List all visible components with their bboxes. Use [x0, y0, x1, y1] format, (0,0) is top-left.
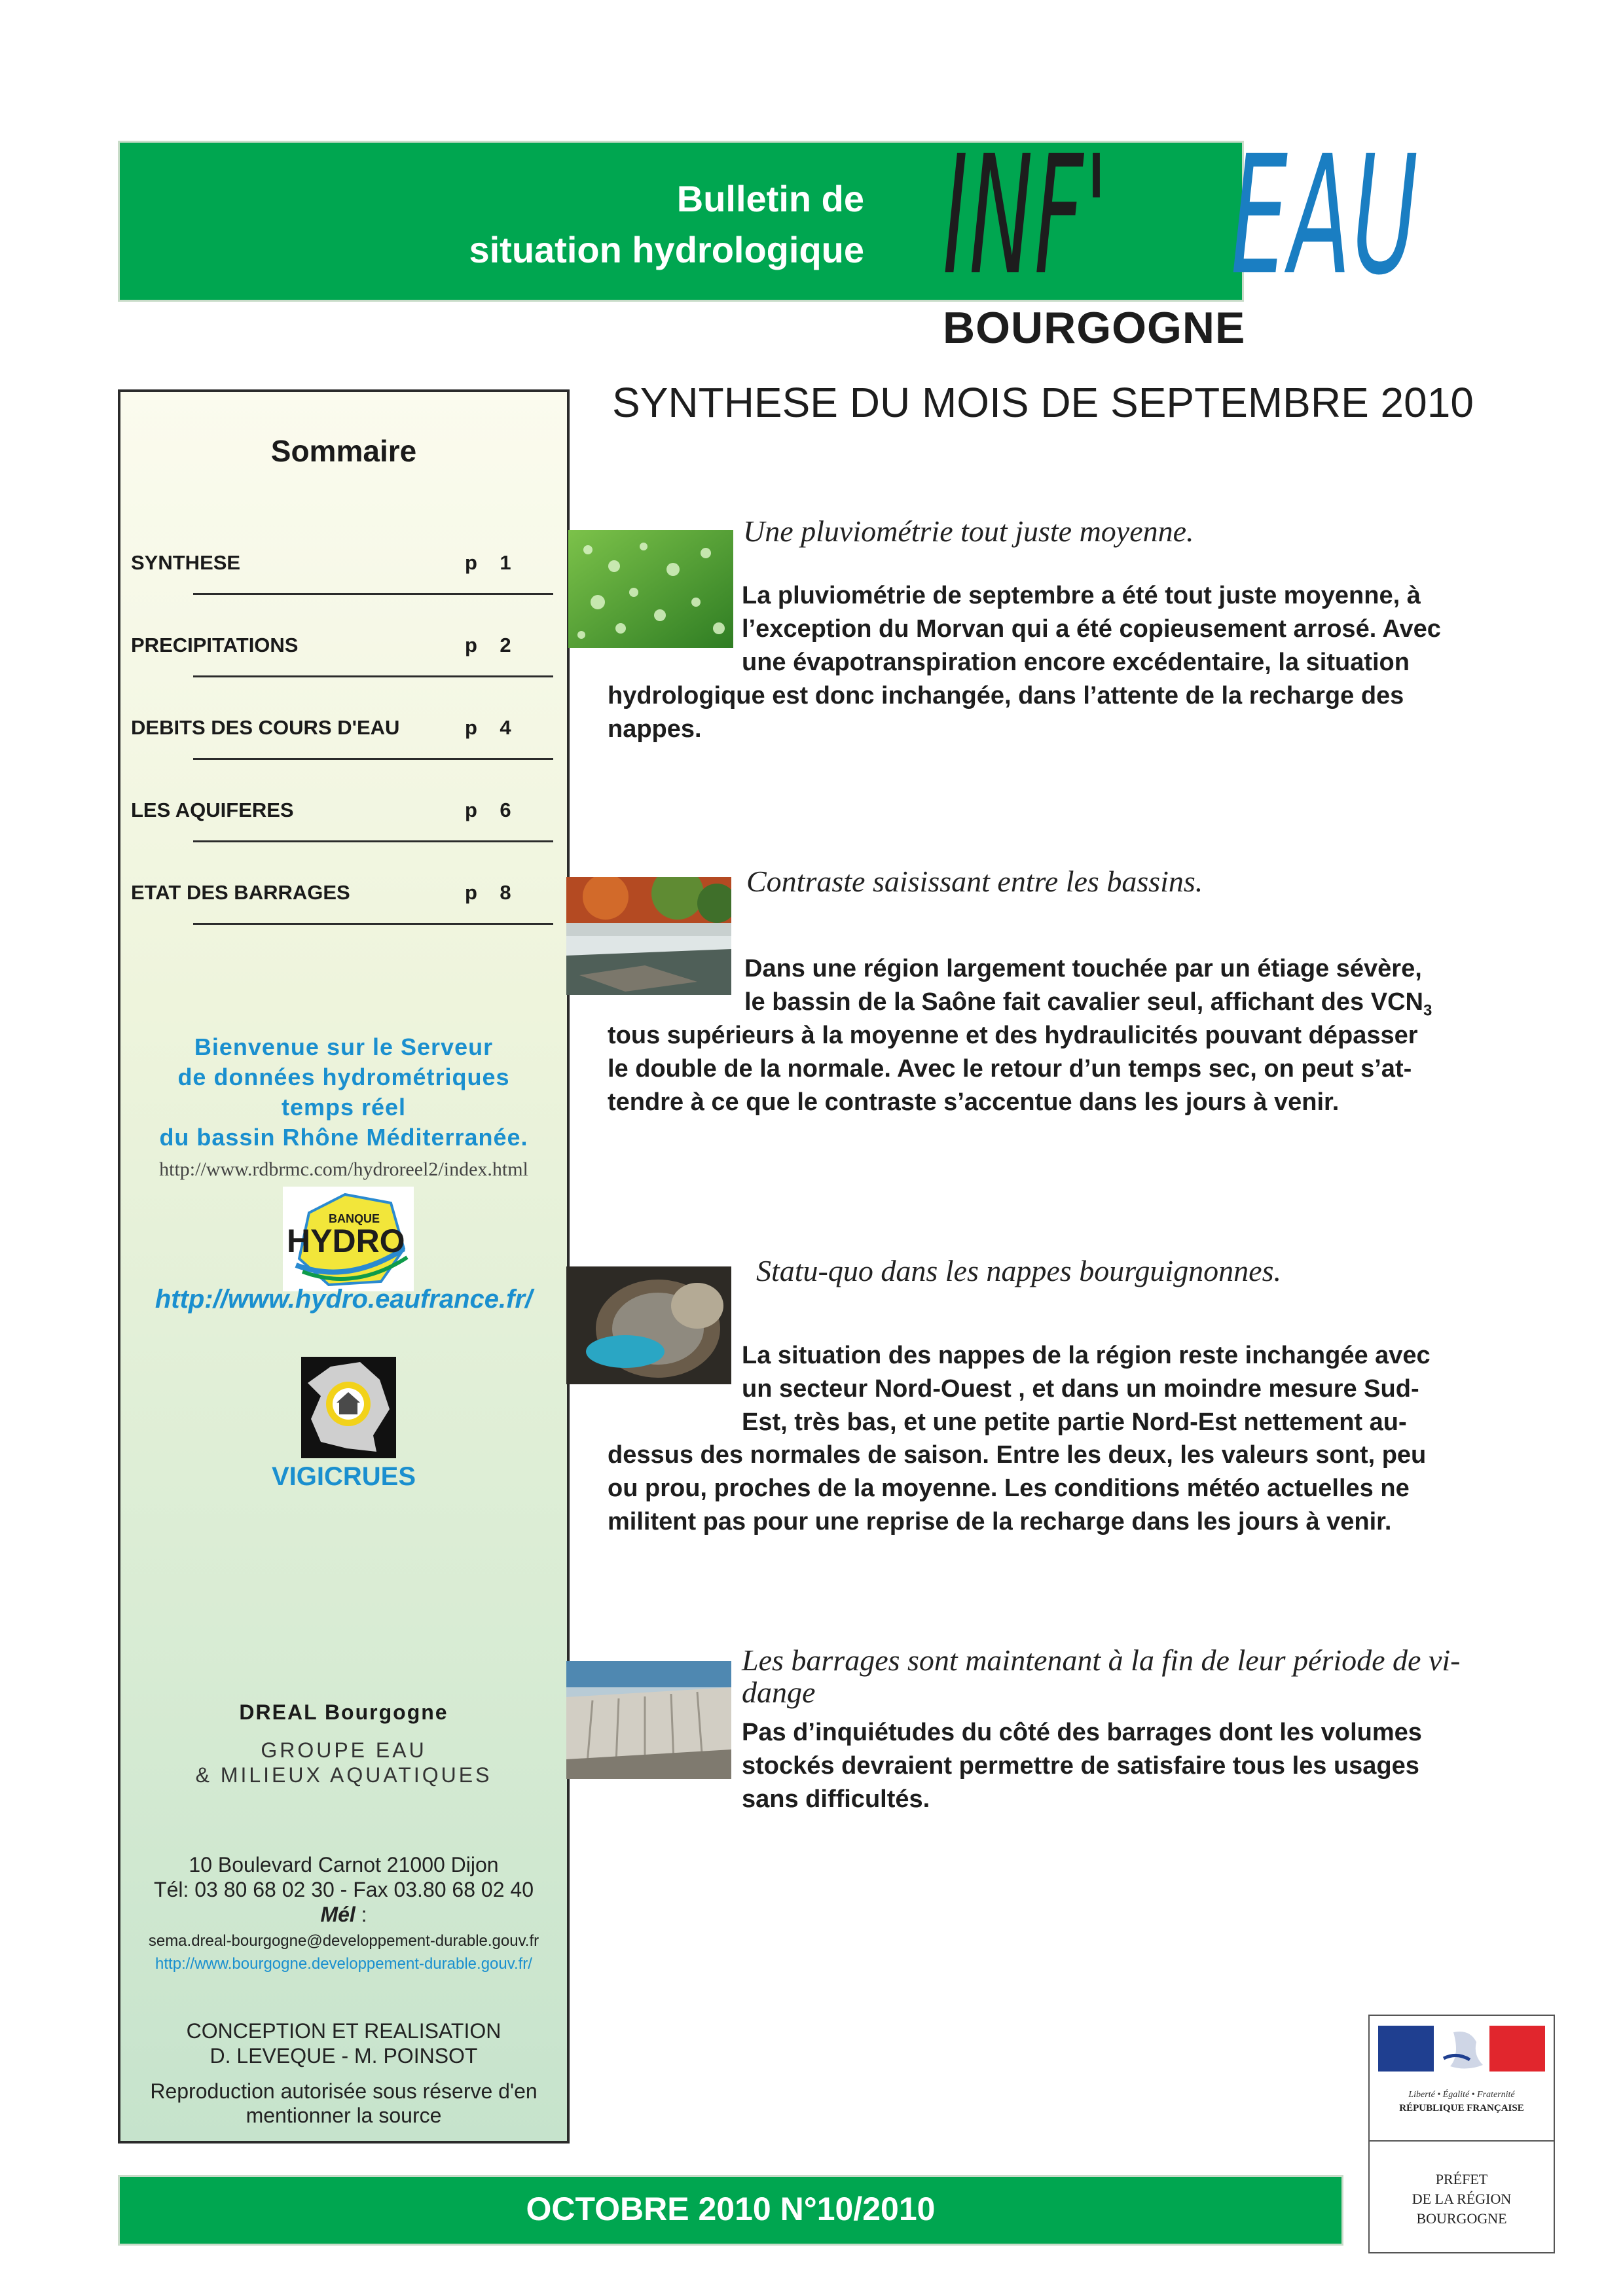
bulletin-title-line2: situation hydrologique [469, 229, 864, 270]
subscript-3: 3 [1423, 1001, 1432, 1020]
section-line: dessus des normales de saison. Entre les deux, les valeurs sont, peu [608, 1441, 1427, 1469]
section-text-nappes-full [608, 1439, 1426, 1539]
section-title-nappes: Statu-quo dans les nappes bourguignonnes. [756, 1254, 1281, 1287]
section-text-pluviometrie-indented [742, 579, 1441, 679]
credits-line: CONCEPTION ET REALISATION [186, 2019, 501, 2043]
section-title-line: dange [742, 1676, 816, 1709]
vigicrues-france-map-icon[interactable] [301, 1357, 396, 1458]
toc-item-page: p 6 [465, 798, 511, 821]
mail-colon: : [355, 1903, 367, 1926]
hydro-logo-small-text: BANQUE [329, 1212, 380, 1225]
toc-item-label: SYNTHESE [131, 551, 241, 574]
logo-region: BOURGOGNE [943, 303, 1246, 353]
vigicrues-link[interactable]: VIGICRUES [271, 1462, 416, 1491]
toc-item-label: DEBITS DES COURS D'EAU [131, 716, 400, 739]
cave-photo [566, 1266, 731, 1384]
prefecture-divider [1368, 2140, 1555, 2142]
repro-line: Reproduction autorisée sous réserve d'en [150, 2079, 538, 2103]
section-line: Est, très bas, et une petite partie Nord-Est nettement au- [742, 1408, 1407, 1436]
section-line: tendre à ce que le contraste s’accentue dans les jours à venir. [608, 1088, 1340, 1116]
section-title-contraste: Contraste saisissant entre les bassins. [746, 865, 1203, 898]
hydro-logo-big-text: HYDRO [287, 1223, 405, 1259]
toc-divider [193, 840, 553, 842]
prefet-line: PRÉFET [1435, 2171, 1488, 2187]
section-line: le bassin de la Saône fait cavalier seul, affichant des $VCN_3$ [744, 988, 1432, 1020]
section-title-line: Les barrages sont maintenant à la fin de leur période de vi- [742, 1643, 1461, 1677]
section-line: militent pas pour une reprise de la recharge dans les jours à venir. [608, 1508, 1392, 1535]
reproduction-note [118, 2079, 570, 2128]
section-line: tous supérieurs à la moyenne et des hydraulicités pouvant dépasser [608, 1022, 1418, 1049]
republic-motto: Liberté • Égalité • Fraternité [1408, 2090, 1515, 2100]
welcome-line: temps réel [281, 1094, 407, 1121]
address-line: 10 Boulevard Carnot 21000 Dijon [189, 1853, 499, 1876]
contact-address [118, 1852, 570, 1927]
welcome-line: de données hydrométriques [177, 1064, 510, 1090]
prefet-line: DE LA RÉGION [1412, 2191, 1512, 2207]
section-line: hydrologique est donc inchangée, dans l’attente de la recharge des [608, 682, 1404, 709]
section-title-barrages [742, 1643, 1461, 1710]
prefet-line: BOURGOGNE [1416, 2210, 1507, 2227]
toc-divider [193, 675, 553, 677]
section-line: Pas d’inquiétudes du côté des barrages dont les volumes [742, 1719, 1422, 1746]
section-text-pluviometrie-full [608, 679, 1404, 746]
bulletin-title [301, 173, 864, 276]
welcome-line: Bienvenue sur le Serveur [194, 1033, 494, 1060]
toc-item-label: LES AQUIFERES [131, 798, 294, 821]
dreal-group-line: & MILIEUX AQUATIQUES [195, 1763, 492, 1787]
dreal-website-link[interactable]: http://www.bourgogne.developpement-durable.gouv.fr/ [155, 1955, 532, 1973]
bulletin-title-line1: Bulletin de [676, 178, 864, 219]
toc-item-page: p 2 [465, 634, 511, 656]
toc-divider [193, 758, 553, 760]
section-line: nappes. [608, 715, 702, 743]
logo-inf: INF' [943, 120, 1110, 311]
marianne-logo-icon [1378, 2019, 1545, 2085]
repro-line: mentionner la source [246, 2104, 442, 2127]
toc-divider [193, 593, 553, 595]
toc-divider [193, 923, 553, 925]
email-link[interactable]: sema.dreal-bourgogne@developpement-durable.gouv.fr [148, 1932, 539, 1950]
issue-number: OCTOBRE 2010 N°10/2010 [526, 2191, 936, 2227]
section-line: La pluviométrie de septembre a été tout juste moyenne, à [742, 582, 1421, 609]
toc-item-page: p 8 [465, 881, 511, 904]
toc-item-label: ETAT DES BARRAGES [131, 881, 350, 904]
section-line: l’exception du Morvan qui a été copieusement arrosé. Avec [742, 615, 1441, 643]
rdbrmc-link[interactable]: http://www.rdbrmc.com/hydroreel2/index.html [159, 1158, 528, 1180]
republic-name: RÉPUBLIQUE FRANÇAISE [1399, 2103, 1524, 2113]
dreal-group-line: GROUPE EAU [261, 1738, 427, 1762]
hydro-logo-icon[interactable] [283, 1187, 414, 1291]
section-line: une évapotranspiration encore excédentaire, la situation [742, 649, 1410, 676]
sommaire-title: Sommaire [270, 434, 417, 468]
water-drops-photo [568, 530, 733, 648]
section-title-pluviometrie: Une pluviométrie tout juste moyenne. [743, 514, 1194, 548]
section-text-nappes-indented [742, 1339, 1431, 1439]
toc-item-page: p 4 [465, 716, 511, 739]
dreal-title: DREAL Bourgogne [239, 1700, 448, 1724]
mail-label-line [118, 1902, 570, 1927]
credits-line: D. LEVEQUE - M. POINSOT [210, 2044, 478, 2068]
section-line: un secteur Nord-Ouest , et dans un moindre mesure Sud- [742, 1375, 1419, 1403]
credits [118, 2018, 570, 2068]
section-line: stockés devraient permettre de satisfaire tous les usages [742, 1752, 1419, 1780]
toc-item-page: p 1 [465, 551, 511, 574]
toc-item-label: PRECIPITATIONS [131, 634, 299, 656]
hydro-link[interactable]: http://www.hydro.eaufrance.fr/ [155, 1285, 533, 1314]
section-text-contraste-full [608, 1019, 1418, 1119]
section-line: ou prou, proches de la moyenne. Les conditions météo actuelles ne [608, 1475, 1410, 1502]
section-line: le double de la normale. Avec le retour d’un temps sec, on peut s’at- [608, 1055, 1412, 1083]
welcome-message [118, 1032, 570, 1153]
section-line: Dans une région largement touchée par un étiage sévère, [744, 955, 1422, 982]
section-text-barrages [742, 1716, 1422, 1816]
page-title: SYNTHESE DU MOIS DE SEPTEMBRE 2010 [612, 379, 1474, 426]
section-text-contraste-indented [744, 952, 1432, 1028]
phone-fax-line: Tél: 03 80 68 02 30 - Fax 03.80 68 02 40 [154, 1878, 534, 1901]
river-autumn-photo [566, 877, 731, 995]
section-line: La situation des nappes de la région reste inchangée avec [742, 1342, 1431, 1369]
welcome-line: du bassin Rhône Méditerranée. [159, 1124, 528, 1151]
section-line: sans difficultés. [742, 1785, 930, 1813]
dreal-group [118, 1738, 570, 1787]
logo-eau: EAU [1231, 120, 1420, 311]
prefet-label [1368, 2170, 1555, 2229]
dam-photo [566, 1661, 731, 1779]
mail-label: Mél [320, 1903, 356, 1926]
